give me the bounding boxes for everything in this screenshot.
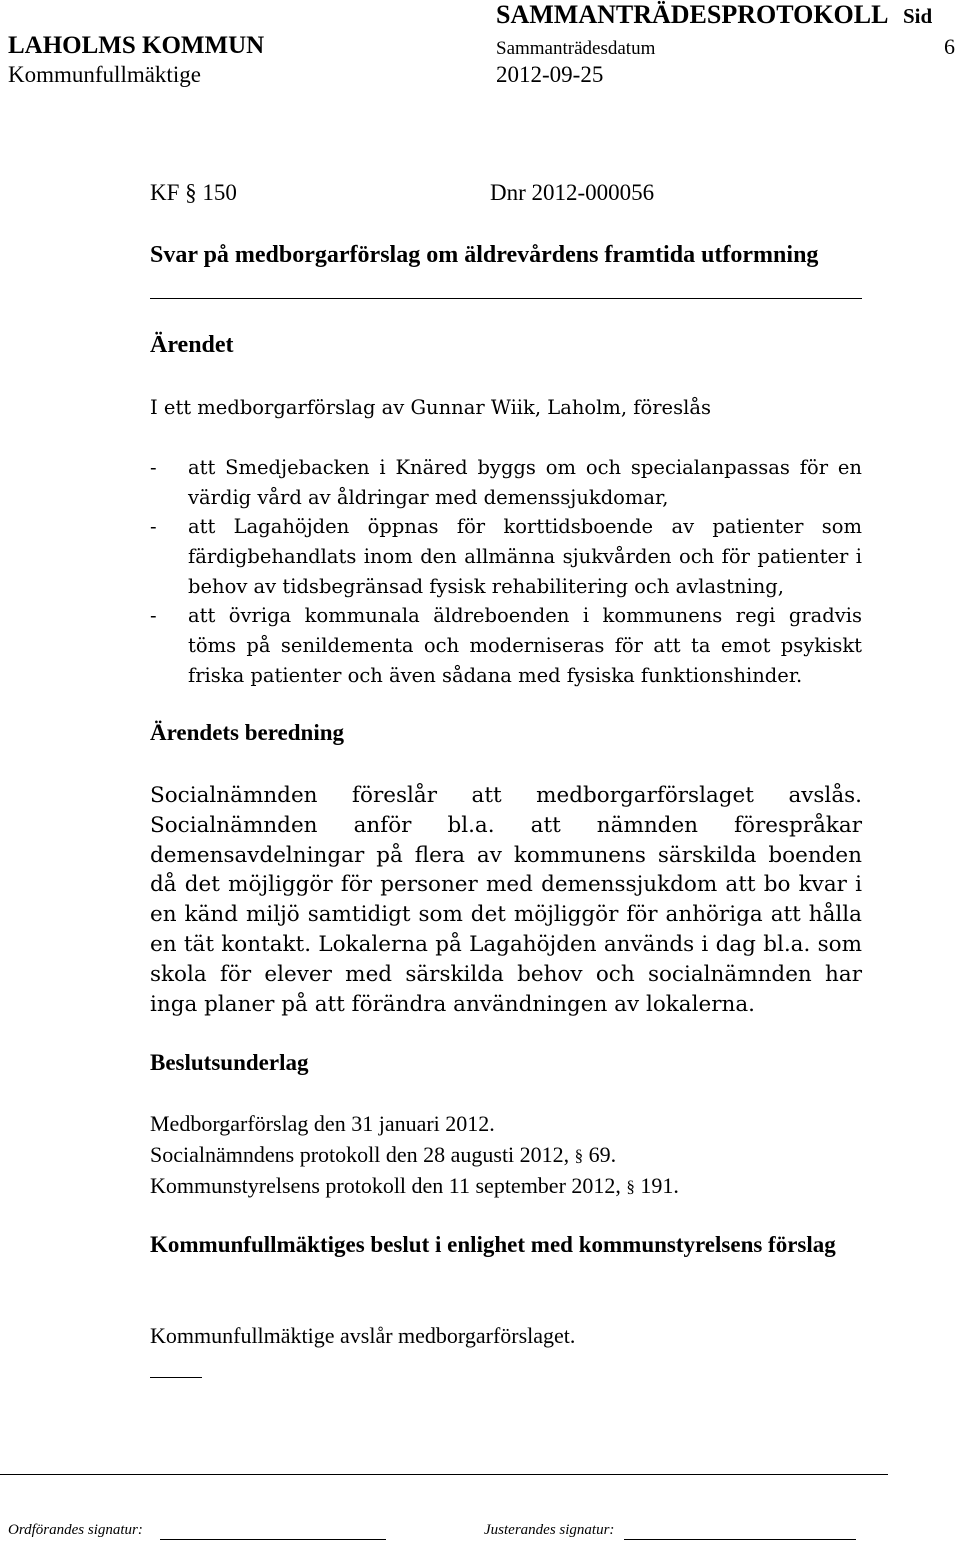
underlag-item-3 [150,1170,679,1202]
municipality-name: LAHOLMS KOMMUN [8,32,265,59]
case-number [150,180,237,206]
adjuster-signature-label: Justerandes signatur: [484,1522,615,1538]
bullet-dash: - [150,456,157,479]
end-rule [150,1377,202,1378]
section-sign: § [574,1146,584,1165]
underlag-item-1: Medborgarförslag den 31 januari 2012. [150,1111,495,1136]
heading-beslut: Kommunfullmäktiges beslut i enlighet med kommunstyrelsens förslag [150,1232,836,1257]
footer-rule [0,1474,888,1475]
arendet-bullet-1 [150,453,862,513]
arendet-bullet-2 [150,512,862,601]
chair-signature-line [160,1539,386,1540]
bullet-text: att Smedjebacken i Knäred byggs om och specialanpassas för en värdig vård av åldringar med demenssjukdomar, [188,456,862,509]
underlag-item-2 [150,1139,616,1171]
bullet-text: att Lagahöjden öppnas för korttidsboende av patienter som färdigbehandlats inom den allmänna sjukvården och för patienter i behov av tidsbegränsad fysisk rehabilitering och avlastning, [188,515,862,598]
kf-number: 150 [202,180,237,205]
beslut-text: Kommunfullmäktige avslår medborgarförslaget. [150,1323,576,1348]
underlag-item-text: Socialnämndens protokoll den 28 augusti 2012, [150,1142,570,1167]
bullet-dash: - [150,604,157,627]
protocol-title: SAMMANTRÄDESPROTOKOLL [496,0,889,29]
page-number: 6 [944,34,955,59]
underlag-ref: 69. [588,1142,617,1167]
dnr-number: Dnr 2012-000056 [490,180,655,205]
heading-beslutsunderlag: Beslutsunderlag [150,1050,309,1075]
kf-prefix: KF [150,180,180,205]
section-sign: § [185,180,197,205]
meeting-date-label: Sammanträdesdatum [496,38,656,59]
section-sign: § [626,1177,635,1196]
body-name: Kommunfullmäktige [8,62,201,87]
bullet-dash: - [150,515,157,538]
underlag-item-text: Kommunstyrelsens protokoll den 11 september 2012, [150,1173,621,1198]
arendet-intro: I ett medborgarförslag av Gunnar Wiik, Laholm, föreslås [150,396,711,419]
page-label: Sid [903,4,933,28]
bullet-text: att övriga kommunala äldreboenden i kommunens regi gradvis töms på senildementa och moderniseras för att ta emot psykiskt friska patienter och även sådana med fysiska funktionshinder. [188,604,862,687]
adjuster-signature-line [624,1539,856,1540]
beredning-text: Socialnämnden föreslår att medborgarförslaget avslås. Socialnämnden anför bl.a. att nämnden förespråkar demensavdelningar på flera av kommunens särskilda boenden då det möjliggör för personer med demenssjukdom att bo kvar i en känd miljö samtidigt som det möjliggör för anhöriga att hålla en tät kontakt. Lokalerna på Lagahöjden används i dag bl.a. som skola för elever med särskilda behov och socialnämnden har inga planer på att förändra användningen av lokalerna. [150,783,862,1017]
meeting-date: 2012-09-25 [496,62,604,87]
arendet-bullet-3 [150,601,862,690]
chair-signature-label: Ordförandes signatur: [8,1522,143,1538]
heading-arendet: Ärendet [150,332,234,358]
underlag-ref: 191. [640,1173,679,1198]
case-title: Svar på medborgarförslag om äldrevårdens framtida utformning [150,242,819,268]
title-rule [150,298,862,299]
heading-beredning: Ärendets beredning [150,720,345,745]
